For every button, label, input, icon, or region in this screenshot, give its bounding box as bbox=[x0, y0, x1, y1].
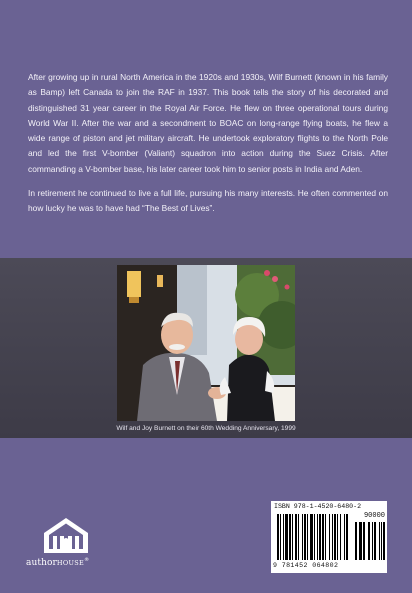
publisher-name-suffix: HOUSE bbox=[56, 559, 85, 567]
barcode-bars bbox=[271, 514, 387, 562]
isbn-barcode bbox=[271, 501, 387, 573]
book-blurb bbox=[28, 70, 388, 226]
anniversary-photo bbox=[117, 265, 295, 421]
publisher-name bbox=[26, 557, 89, 568]
blurb-paragraph-1: After growing up in rural North America in the 1920s and 1930s, Wilf Burnett (known in his family as Bamp) left Canada to join the RAF in 1937. This book tells the story of his decorated and distinguished 31 year career in the Royal Air Force. He flew on three operational tours during World War II. After the war and a secondment to BOAC on long-range flying boats, he flew a wide range of piston and jet military aircraft. He undertook exploratory flights to the North Pole and led the first V-bomber (Valiant) squadron into action during the Suez Crisis. After commanding a V-bomber base, his later career took him to senior posts in India and Aden. bbox=[28, 72, 388, 174]
authorhouse-logo-icon bbox=[40, 515, 92, 555]
blurb-paragraph-2: In retirement he continued to live a full life, pursuing his many interests. He often commented on how lucky he was to have had “The Best of Lives”. bbox=[28, 188, 388, 214]
price-code: 90000 bbox=[363, 512, 385, 520]
registered-mark: ® bbox=[84, 557, 90, 563]
barcode-digits: 9 781452 064802 bbox=[273, 562, 339, 569]
isbn-text: ISBN 978-1-4520-6480-2 bbox=[274, 503, 362, 510]
photo-caption: Wilf and Joy Burnett on their 60th Wedding Anniversary, 1999 bbox=[116, 425, 296, 432]
publisher-name-main: author bbox=[26, 558, 57, 568]
